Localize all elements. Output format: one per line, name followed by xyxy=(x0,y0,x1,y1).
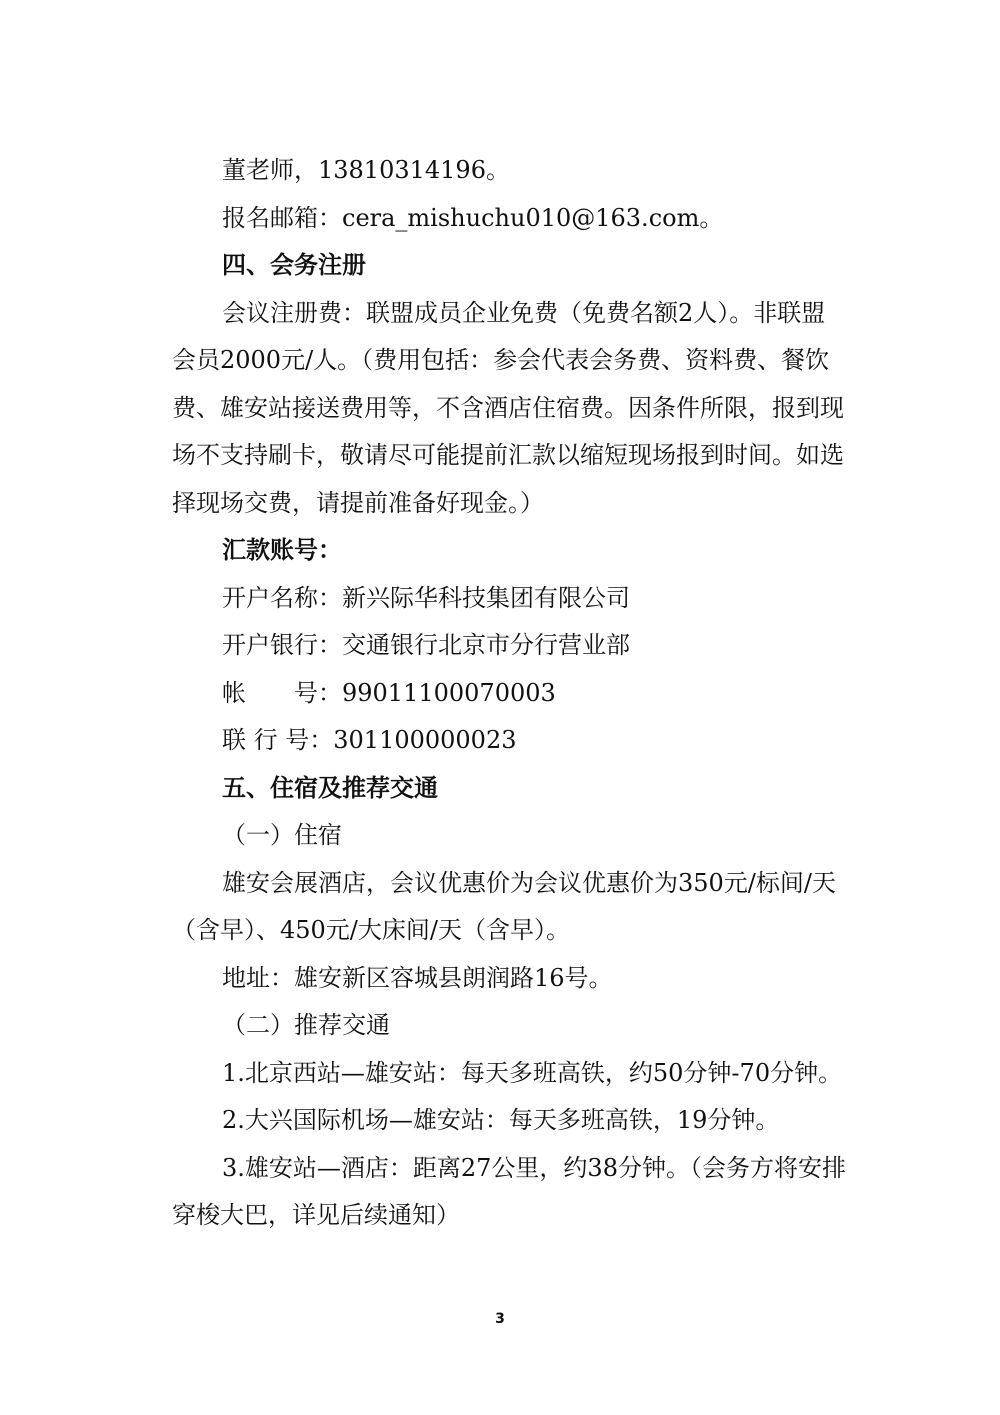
page-number: 3 xyxy=(495,1311,505,1327)
section-5-title: 五、住宿及推荐交通 xyxy=(222,773,438,802)
transport-item-1: 1.北京西站—雄安站：每天多班高铁，约50分钟-70分钟。 xyxy=(222,1058,843,1087)
bank-code-line: 联 行 号：301100000023 xyxy=(222,726,517,754)
section-4-title: 四、会务注册 xyxy=(222,251,366,279)
email-line: 报名邮箱：cera_mishuchu010@163.com。 xyxy=(222,203,724,232)
registration-fee-paragraph: 会议注册费：联盟成员企业免费（免费名额2人）。非联盟会员2000元/人。（费用包括：参会代表会务费、资料费、餐饮费、雄安站接送费用等，不含酒店住宿费。因条件所限，报到现场不支持刷卡，敬请尽可能提前汇款以缩短现场报到时间。如选择现场交费，请提前准备好现金。） xyxy=(172,298,844,517)
address-line: 地址：雄安新区容城县朗润路16号。 xyxy=(222,963,613,992)
document-body xyxy=(172,147,847,1240)
transport-item-2: 2.大兴国际机场—雄安站：每天多班高铁，19分钟。 xyxy=(222,1106,780,1134)
account-number-line: 帐 号：99011100070003 xyxy=(222,678,556,707)
subsection-2-title: （二）推荐交通 xyxy=(222,1011,390,1039)
transport-item-3: 3.雄安站—酒店：距离27公里，约38分钟。（会务方将安排穿梭大巴，详见后续通知） xyxy=(172,1153,846,1229)
account-name-line: 开户名称：新兴际华科技集团有限公司 xyxy=(222,583,630,612)
contact-line: 董老师，13810314196。 xyxy=(222,156,510,184)
subsection-1-title: （一）住宿 xyxy=(222,821,342,849)
hotel-paragraph: 雄安会展酒店，会议优惠价为会议优惠价为350元/标间/天（含早）、450元/大床间/天（含早）。 xyxy=(172,868,836,944)
account-title: 汇款账号： xyxy=(222,536,342,564)
bank-line: 开户银行：交通银行北京市分行营业部 xyxy=(222,631,630,659)
